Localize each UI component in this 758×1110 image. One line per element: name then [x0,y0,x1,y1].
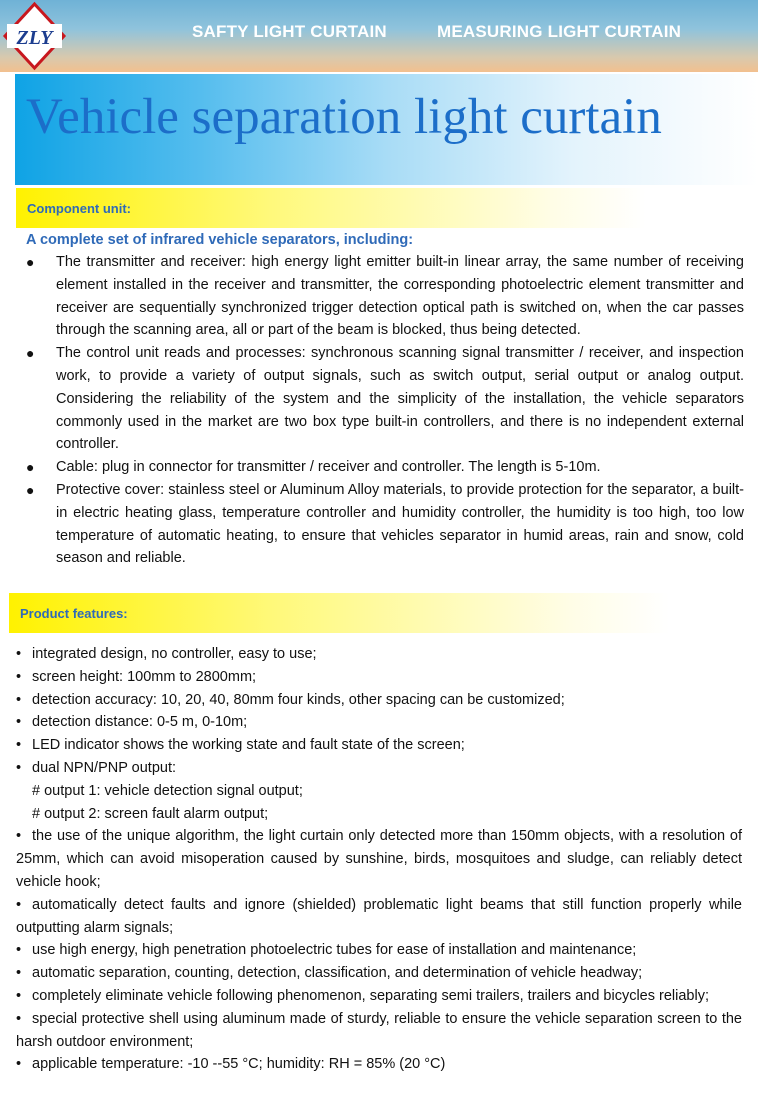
product-features-heading [9,593,669,633]
bullet-icon: • [16,691,22,708]
bullet-icon: • [16,1056,22,1073]
bullet-icon: ● [26,345,35,362]
list-item: • applicable temperature: -10 --55 °C; humidity: RH = 85% (20 °C) [16,1053,742,1076]
component-unit-heading-text: Component unit: [27,201,131,216]
bullet-icon: • [16,646,22,662]
output-sub-item: # output 2: screen fault alarm output; [32,805,269,822]
bullet-icon: • [16,714,22,731]
bullet-icon: • [16,759,22,776]
list-item: • detection distance: 0-5 m, 0-10m; [16,711,742,734]
component-list [24,251,744,570]
company-logo[interactable] [1,0,68,72]
list-item: • automatic separation, counting, detection, classification, and determination of vehicle headway; [16,962,742,985]
bullet-icon: • [16,668,22,685]
list-item: • special protective shell using aluminum made of sturdy, reliable to ensure the vehicle separation screen to the harsh outdoor environment; [16,1008,742,1054]
output-sub-item: # output 1: vehicle detection signal output; [32,782,303,799]
nav-measuring-light-curtain[interactable]: MEASURING LIGHT CURTAIN [437,22,682,41]
list-item: ● The transmitter and receiver: high energy light emitter built-in linear array, the same number of receiving element installed in the receiver and transmitter, the corresponding photoelectric element transmitter and receiver are sequentially synchronized trigger detection optical path is switched on, when the car passes through the scanning area, all or part of the beam is blocked, thus being detected. [24,251,744,342]
list-item: • screen height: 100mm to 2800mm; [16,666,742,689]
list-item: • detection accuracy: 10, 20, 40, 80mm four kinds, other spacing can be customized; [16,689,742,712]
list-item: • integrated design, no controller, easy to use; [16,643,742,666]
list-item: • the use of the unique algorithm, the light curtain only detected more than 150mm objects, with a resolution of 25mm, which can avoid misoperation caused by sunshine, birds, mosquitoes and sludge, can reliably detect vehicle hook; [16,825,742,893]
bullet-icon: ● [26,254,35,270]
top-header-bar [0,0,758,72]
logo-text: ZLY [16,27,53,49]
list-item: ● The control unit reads and processes: synchronous scanning signal transmitter / receiver, and inspection work, to provide a variety of output signals, such as switch output, serial output or analog output. Considering the reliability of the system and the simplicity of the installation, the vehicle separators commonly used in the market are two box type built-in controllers, and there is no independent external controller. [24,342,744,456]
list-item: ● Protective cover: stainless steel or Aluminum Alloy materials, to provide protection for the separator, a built-in electric heating glass, temperature controller and humidity controller, the humidity is too high, too low temperature of automatic heating, to ensure that vehicles separator in humid areas, rain and snow, cold season and reliable. [24,479,744,570]
component-subheading: A complete set of infrared vehicle separators, including: [26,232,414,248]
list-item: • completely eliminate vehicle following phenomenon, separating semi trailers, trailers and bicycles reliably; [16,985,742,1008]
bullet-icon: • [16,965,22,982]
bullet-icon: ● [26,481,35,498]
bullet-icon: • [16,828,22,845]
features-list [16,643,742,1076]
bullet-icon: • [16,737,22,754]
product-features-heading-text: Product features: [20,606,128,621]
bullet-icon: ● [26,459,35,476]
title-banner [15,74,758,185]
nav-safety-light-curtain[interactable]: SAFTY LIGHT CURTAIN [192,22,387,41]
list-item: • LED indicator shows the working state and fault state of the screen; [16,734,742,757]
bullet-icon: • [16,1010,22,1027]
bullet-icon: • [16,987,22,1004]
component-unit-heading [16,188,646,228]
page-title: Vehicle separation light curtain [26,89,662,145]
list-item: • automatically detect faults and ignore (shielded) problematic light beams that still function properly while outputting alarm signals; [16,894,742,940]
bullet-icon: • [16,942,22,959]
list-item: ● Cable: plug in connector for transmitter / receiver and controller. The length is 5-10m. [24,456,744,479]
list-item: • dual NPN/PNP output: [16,757,742,780]
list-item: • use high energy, high penetration photoelectric tubes for ease of installation and maintenance; [16,939,742,962]
bullet-icon: • [16,896,22,913]
